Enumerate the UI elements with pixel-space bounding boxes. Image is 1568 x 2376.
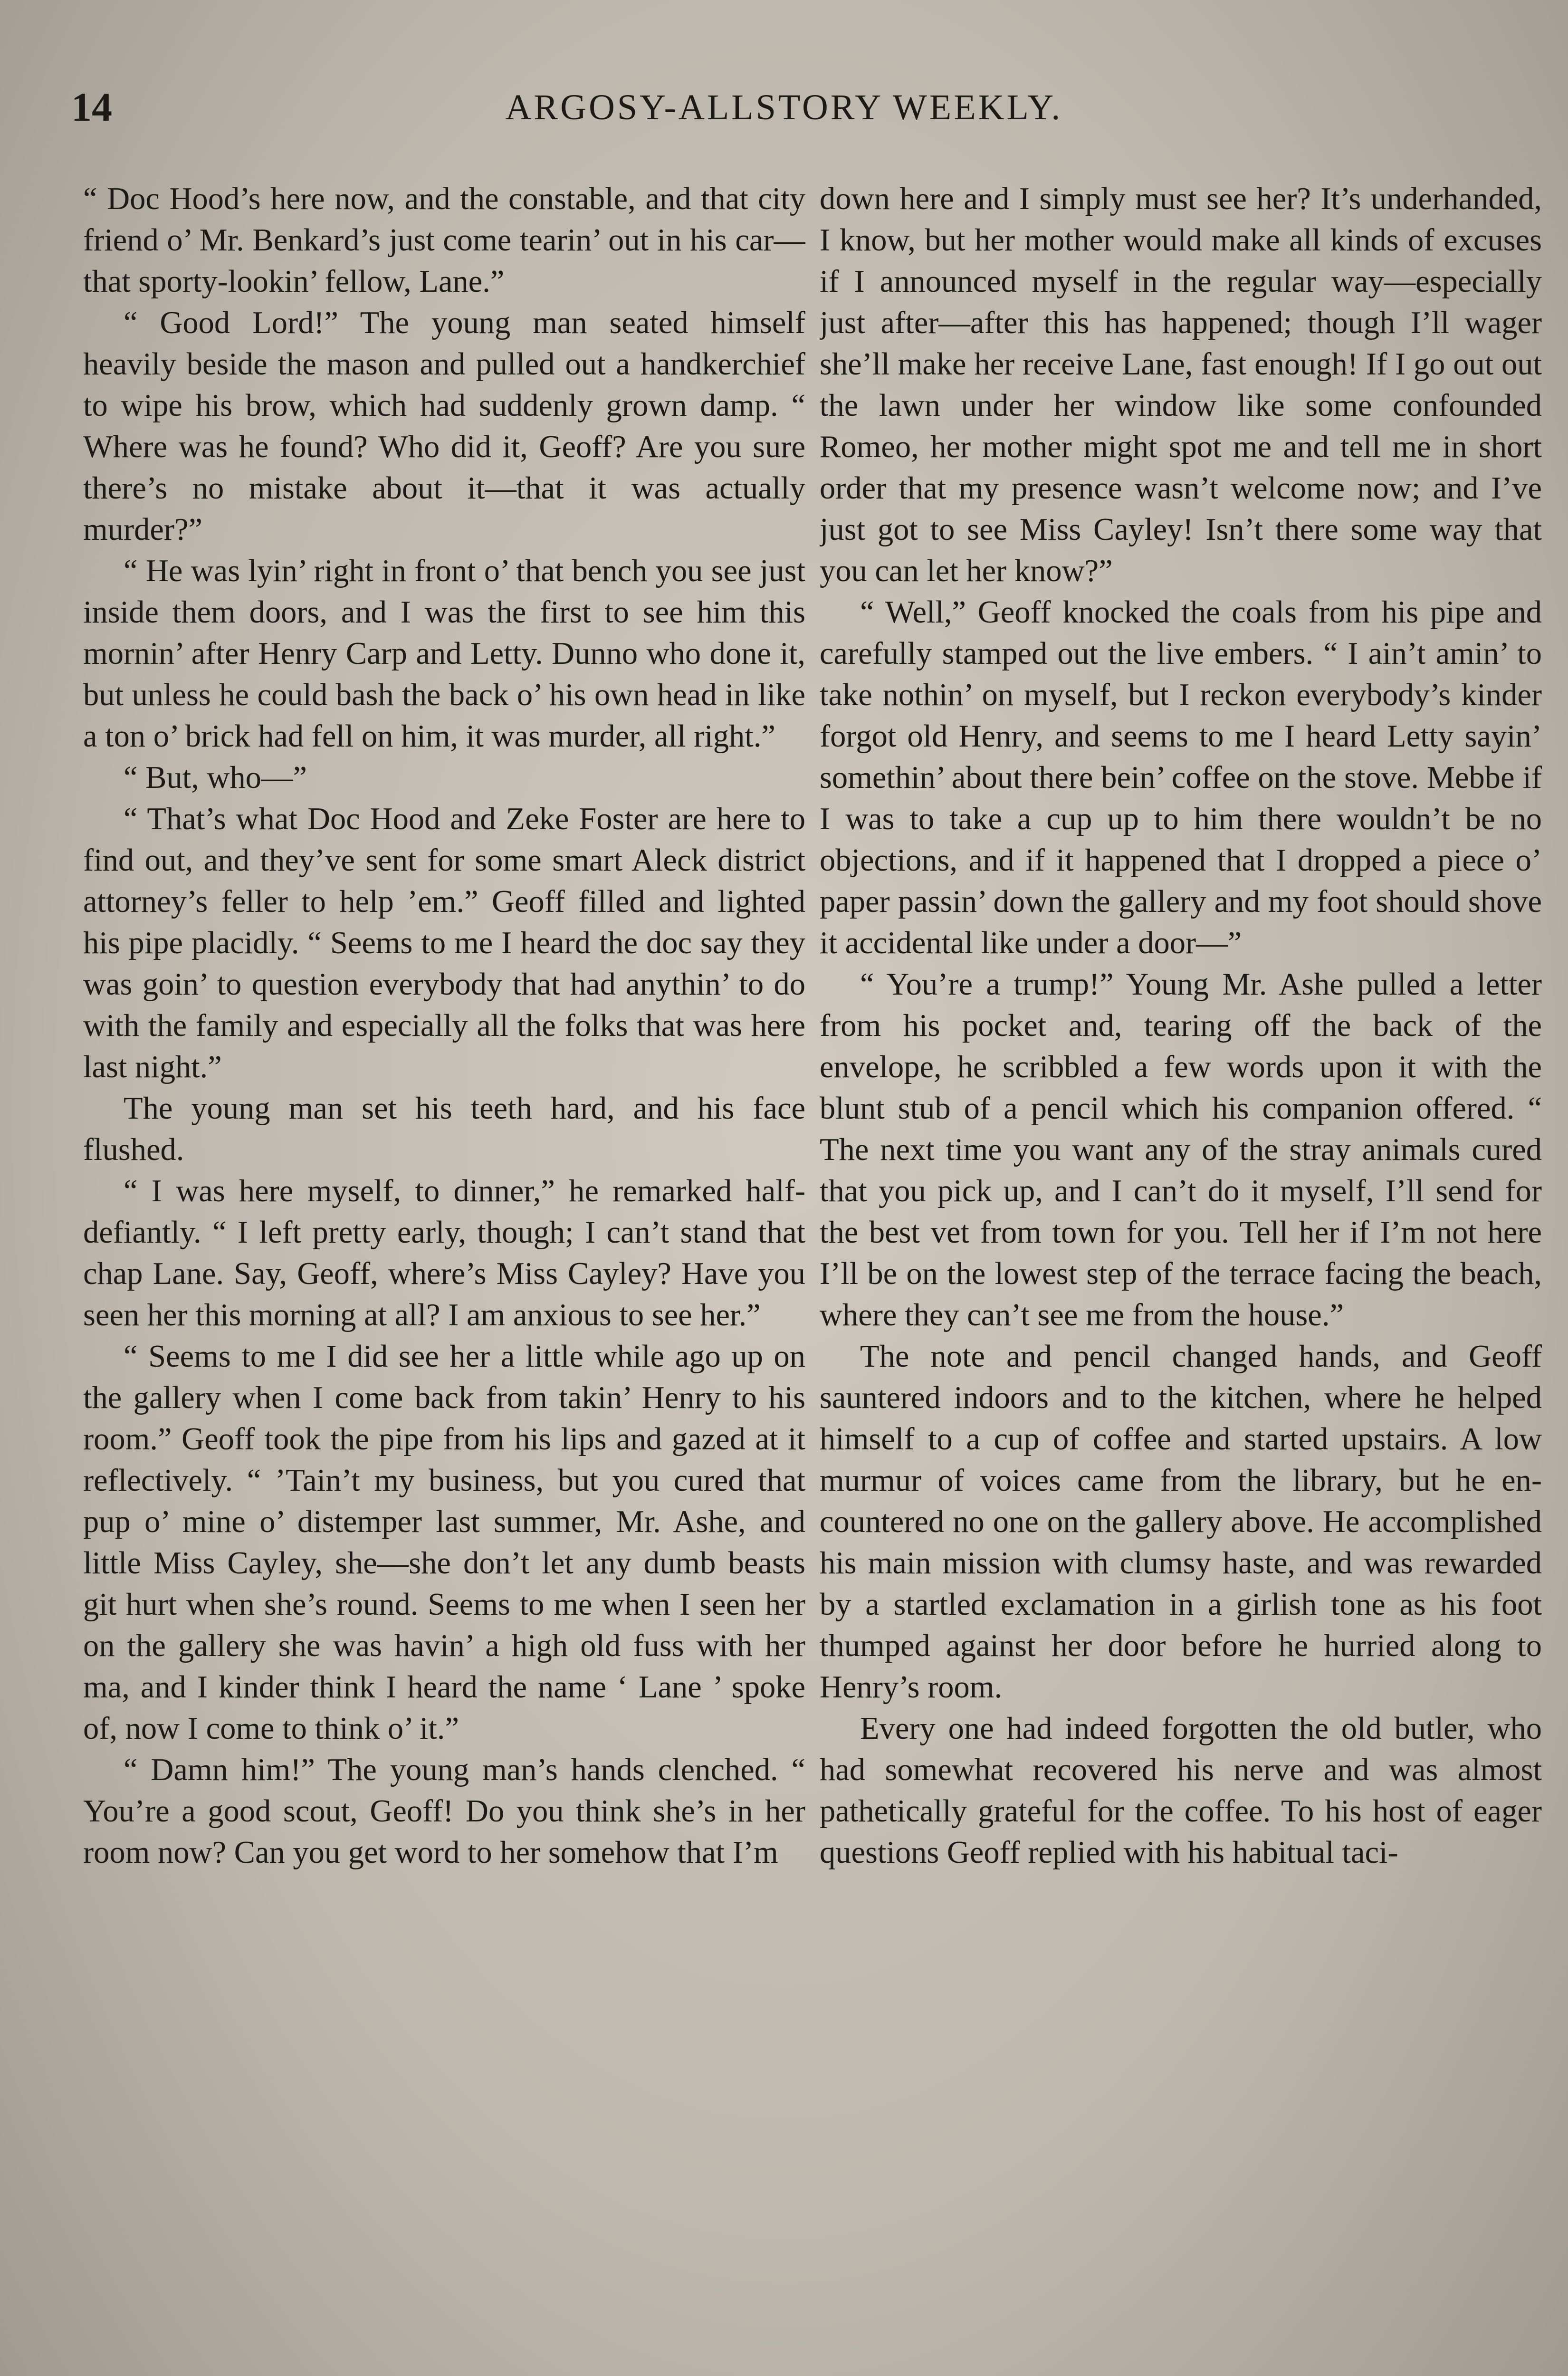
paragraph: “ Seems to me I did see her a little while ago up on the gallery when I come back from takin’ Henry to his room.” Geoff took the pipe from his lips and gazed at it reflectively. “ ’Tain’t my business, but you cured that pup o’ mine o’ distemper last summer, Mr. Ashe, and little Miss Cayley, she—she don’t let any dumb beasts git hurt when she’s round. Seems to me when I seen her on the gallery she was havin’ a high old fuss with her ma, and I kinder think I heard the name ‘ Lane ’ spoke of, now I come to think o’ it.” xyxy=(83,1339,805,1746)
paragraph: “ He was lyin’ right in front o’ that bench you see just inside them doors, and I was the first to see him this mornin’ after Henry Carp and Letty. Dunno who done it, but unless he could bash the back o’ his own head in like a ton o’ brick had fell on him, it was murder, all right.” xyxy=(83,554,805,754)
paragraph: “ But, who—” xyxy=(124,760,307,795)
left-column xyxy=(83,178,805,2376)
paragraph: down here and I simply must see her? It’s underhanded, I know, but her mother would make all kinds of excuses if I announced myself in the regular way—especially just after—after this has happened; though I’ll wager she’ll make her receive Lane, fast enough! If I go out out the lawn under her window like some confounded Romeo, her mother might spot me and tell me in short order that my presence wasn’t welcome now; and I’ve just got to see Miss Cayley! Isn’t there some way that you can let her know?” xyxy=(820,182,1542,588)
paragraph: “ Good Lord!” The young man seated himself heavily beside the mason and pulled out a handkerchief to wipe his brow, which had suddenly grown damp. “ Where was he found? Who did it, Geoff? Are you sure there’s no mistake about it—that it was actually murder?” xyxy=(83,306,805,547)
page-number: 14 xyxy=(71,84,112,130)
running-head: ARGOSY-ALLSTORY WEEKLY. xyxy=(505,87,1063,127)
paragraph: “ Well,” Geoff knocked the coals from his pipe and carefully stamped out the live embers. “ I ain’t amin’ to take nothin’ on myself, but I reckon everybody’s kinder forgot old Henry, and seems to me I heard Letty sayin’ somethin’ about there bein’ coffee on the stove. Mebbe if I was to take a cup up to him there wouldn’t be no objections, and if it happened that I dropped a piece o’ paper passin’ down the gallery and my foot should shove it accidental like under a door—” xyxy=(820,595,1542,960)
paragraph: “ Doc Hood’s here now, and the constable, and that city friend o’ Mr. Benkard’s just come tearin’ out in his car—that sporty-lookin’ fellow, Lane.” xyxy=(83,182,805,299)
paragraph: “ You’re a trump!” Young Mr. Ashe pulled a letter from his pocket and, tearing off the back of the envelope, he scribbled a few words upon it with the blunt stub of a pencil which his companion offered. “ The next time you want any of the stray animals cured that you pick up, and I can’t do it myself, I’ll send for the best vet from town for you. Tell her if I’m not here I’ll be on the lowest step of the terrace facing the beach, where they can’t see me from the house.” xyxy=(820,967,1542,1332)
paragraph: Every one had indeed forgotten the old butler, who had somewhat recovered his nerve and was almost pathetically grateful for the coffee. To his host of eager questions Geoff replied with his habitual taci- xyxy=(820,1711,1542,1870)
paragraph: The note and pencil changed hands, and Geoff sauntered indoors and to the kitchen, where he helped himself to a cup of coffee and started upstairs. A low murmur of voices came from the library, but he encountered no one on the gallery above. He accomplished his main mission with clumsy haste, and was rewarded by a startled exclamation in a girlish tone as his foot thumped against her door before he hurried along to Henry’s room. xyxy=(820,1339,1542,1705)
paragraph: The young man set his teeth hard, and his face flushed. xyxy=(83,1091,805,1167)
paragraph: “ That’s what Doc Hood and Zeke Foster are here to find out, and they’ve sent for some smart Aleck district attorney’s feller to help ’em.” Geoff filled and lighted his pipe placidly. “ Seems to me I heard the doc say they was goin’ to question everybody that had anythin’ to do with the family and especially all the folks that was here last night.” xyxy=(83,802,805,1084)
paragraph: “ Damn him!” The young man’s hands clenched. “ You’re a good scout, Geoff! Do you think she’s in her room now? Can you get word to her somehow that I’m xyxy=(83,1753,805,1870)
right-column xyxy=(820,178,1542,2376)
paragraph: “ I was here myself, to dinner,” he remarked half-defiantly. “ I left pretty early, though; I can’t stand that chap Lane. Say, Geoff, where’s Miss Cayley? Have you seen her this morning at all? I am anxious to see her.” xyxy=(83,1174,805,1332)
